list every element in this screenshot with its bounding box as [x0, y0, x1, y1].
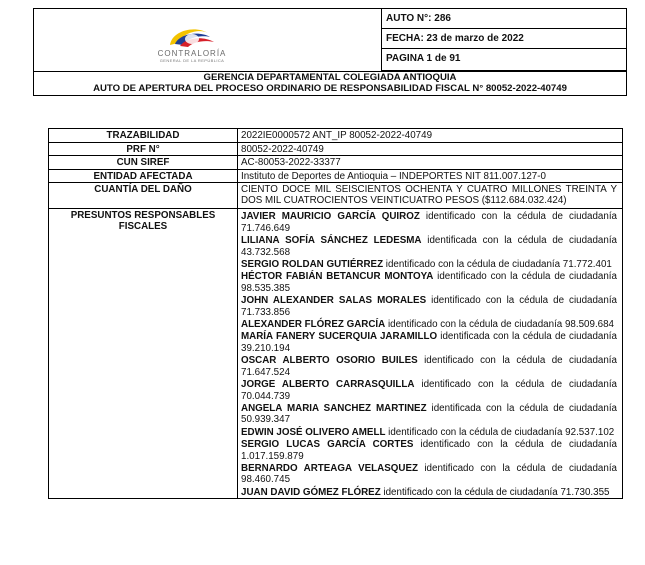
page-indicator: PAGINA 1 de 91: [386, 53, 461, 64]
responsable-detail: identificado con la cédula de ciudadanía 98.460.745: [241, 462, 617, 486]
responsable-name: ANGELA MARIA SANCHEZ MARTINEZ: [241, 402, 427, 414]
responsable-detail: identificado con la cédula de ciudadanía 70.044.739: [241, 379, 617, 402]
row-entidad: [49, 170, 622, 184]
label-prf: PRF N°: [49, 143, 238, 156]
logo-subtext: GENERAL DE LA REPÚBLICA: [159, 58, 225, 63]
responsable-detail: identificado con la cédula de ciudadanía 71.733.856: [241, 295, 617, 318]
responsable-item: [241, 234, 617, 258]
title-gerencia: GERENCIA DEPARTAMENTAL COLEGIADA ANTIOQUIA: [203, 72, 457, 83]
document-header: [33, 8, 627, 96]
document-meta: [382, 9, 626, 72]
label-entidad: ENTIDAD AFECTADA: [49, 170, 238, 183]
responsable-detail: identificado con la cédula de ciudadanía 71.730.355: [380, 486, 610, 498]
responsable-detail: identificada con la cédula de ciudadanía 39.210.194: [241, 331, 617, 354]
row-prf: [49, 143, 622, 157]
responsable-name: MARÍA FANERY SUCERQUIA JARAMILLO: [241, 331, 438, 343]
responsable-detail: identificado con la cédula de ciudadanía 1.017.159.879: [241, 439, 617, 462]
responsable-item: [241, 378, 617, 402]
responsable-name: JORGE ALBERTO CARRASQUILLA: [241, 379, 415, 391]
value-cun: AC-80053-2022-33377: [241, 157, 341, 168]
responsable-item: [241, 330, 617, 354]
label-cun: CUN SIREF: [49, 156, 238, 169]
case-info-table: [48, 128, 623, 499]
responsable-item: [241, 402, 617, 426]
label-trazabilidad: TRAZABILIDAD: [49, 129, 238, 142]
title-auto-apertura: AUTO DE APERTURA DEL PROCESO ORDINARIO DE RESPONSABILIDAD FISCAL N° 80052-2022-40749: [93, 83, 567, 94]
responsable-detail: identificado con la cédula de ciudadanía 98.535.385: [241, 271, 617, 294]
value-prf: 80052-2022-40749: [241, 143, 324, 155]
responsable-detail: identificada con la cédula de ciudadanía 43.732.568: [241, 235, 617, 258]
responsable-item: [241, 270, 617, 294]
responsable-name: HÉCTOR FABIÁN BETANCUR MONTOYA: [241, 271, 434, 283]
responsable-name: OSCAR ALBERTO OSORIO BUILES: [241, 355, 418, 367]
responsable-item: [241, 210, 617, 234]
logo-cell: [34, 9, 382, 72]
value-entidad: Instituto de Deportes de Antioquia – INDEPORTES NIT 811.007.127-0: [241, 170, 546, 182]
contraloria-logo: [142, 23, 242, 69]
responsable-item: [241, 486, 617, 498]
label-cuantia: CUANTÍA DEL DAÑO: [49, 183, 238, 208]
responsable-detail: identificado con la cédula de ciudadanía 71.647.524: [241, 355, 617, 378]
value-trazabilidad: 2022IE0000572 ANT_IP 80052-2022-40749: [241, 130, 433, 141]
logo-wordmark: CONTRALORÍA: [157, 49, 227, 58]
responsable-item: [241, 438, 617, 462]
row-presuntos: [49, 209, 622, 498]
responsable-item: [241, 462, 617, 486]
row-trazabilidad: [49, 129, 622, 143]
row-cuantia: [49, 183, 622, 209]
responsable-item: [241, 318, 617, 330]
auto-number: AUTO N°: 286: [382, 9, 626, 29]
responsable-name: BERNARDO ARTEAGA VELASQUEZ: [241, 462, 418, 474]
responsable-item: [241, 426, 617, 438]
responsable-name: JUAN DAVID GÓMEZ FLÓREZ: [241, 486, 381, 498]
tricolor-emblem-icon: [142, 23, 242, 51]
responsable-item: [241, 258, 617, 270]
responsable-name: SERGIO LUCAS GARCÍA CORTES: [241, 439, 414, 451]
value-cuantia: CIENTO DOCE MIL SEISCIENTOS OCHENTA Y CUATRO MILLONES TREINTA Y DOS MIL CUATROCIENTOS VEINTICUATRO PESOS ($112.684.032.424): [241, 184, 617, 207]
document-titles: [34, 72, 626, 95]
responsable-name: LILIANA SOFÍA SÁNCHEZ LEDESMA: [241, 235, 422, 247]
responsable-detail: identificado con la cédula de ciudadanía 92.537.102: [385, 426, 615, 438]
responsable-item: [241, 294, 617, 318]
responsable-name: JOHN ALEXANDER SALAS MORALES: [241, 295, 427, 307]
responsable-detail: identificado con la cédula de ciudadanía 71.772.401: [383, 259, 612, 271]
label-presuntos: PRESUNTOS RESPONSABLES FISCALES: [49, 209, 238, 498]
responsable-detail: identificado con la cédula de ciudadanía 71.746.649: [241, 211, 617, 234]
responsable-name: JAVIER MAURICIO GARCÍA QUIROZ: [241, 211, 420, 223]
responsable-name: SERGIO ROLDAN GUTIÉRREZ: [241, 259, 384, 271]
responsable-detail: identificada con la cédula de ciudadanía 50.939.347: [241, 402, 617, 426]
responsable-item: [241, 354, 617, 378]
responsable-detail: identificado con la cédula de ciudadanía 98.509.684: [385, 319, 615, 331]
row-cun: [49, 156, 622, 170]
responsables-list: [238, 209, 622, 498]
responsable-name: EDWIN JOSÉ OLIVERO AMELL: [241, 426, 386, 438]
responsable-name: ALEXANDER FLÓREZ GARCÍA: [241, 319, 386, 331]
fecha: FECHA: 23 de marzo de 2022: [382, 29, 626, 49]
